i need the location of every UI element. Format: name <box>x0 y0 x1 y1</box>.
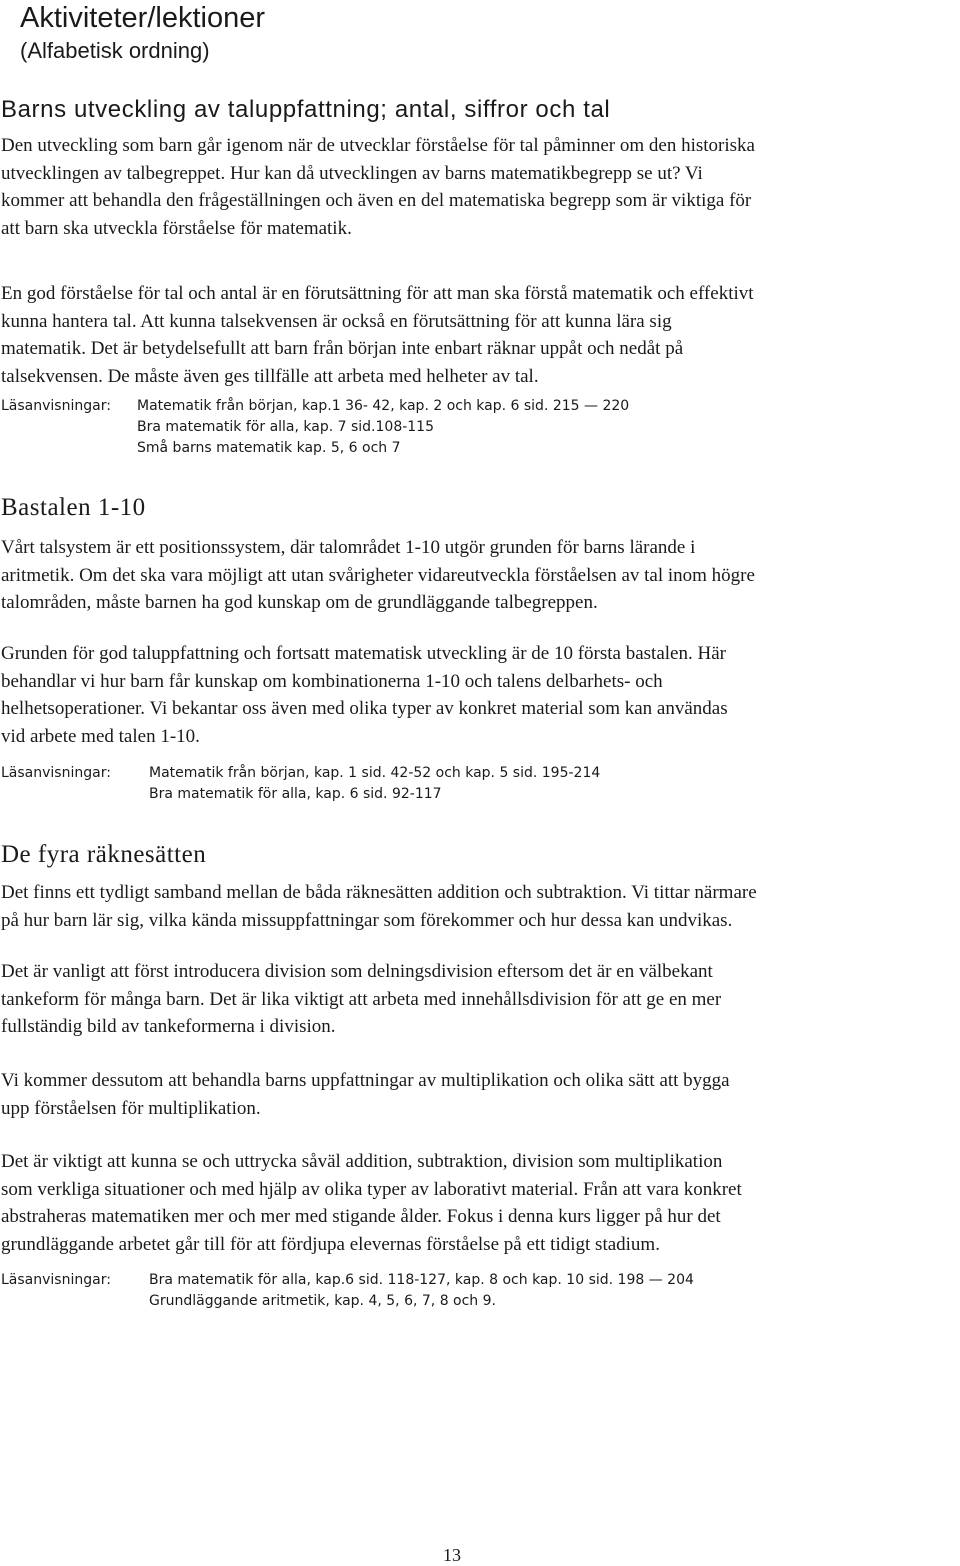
page-subtitle: (Alfabetisk ordning) <box>20 38 210 63</box>
paragraph <box>1 534 755 617</box>
text-line: aritmetik. Om det ska vara möjligt att utan svårigheter vidareutveckla förståelsen av tal inom högre <box>1 564 755 586</box>
paragraph <box>1 280 754 390</box>
paragraph <box>1 1067 730 1122</box>
text-line: upp förståelsen för multiplikation. <box>1 1097 261 1119</box>
text-line: som verkliga situationer och med hjälp av olika typer av laborativt material. Från att vara konkret <box>1 1178 742 1200</box>
section-heading-raknesatten: De fyra räknesätten <box>1 841 207 868</box>
reading-item: Bra matematik för alla, kap. 7 sid.108-115 <box>137 419 435 435</box>
paragraph <box>1 958 721 1041</box>
page-number: 13 <box>443 1545 461 1565</box>
text-line: Grunden för god taluppfattning och fortsatt matematisk utveckling är de 10 första bastalen. Här <box>1 643 726 664</box>
text-line: tankeform för många barn. Det är lika viktigt att arbeta med innehållsdivision för att ge en mer <box>1 988 722 1010</box>
reading-item: Matematik från början, kap.1 36- 42, kap. 2 och kap. 6 sid. 215 — 220 <box>137 398 630 414</box>
reading-label: Läsanvisningar: <box>1 1272 111 1288</box>
text-line: att barn ska utveckla förståelse för matematik. <box>1 217 352 239</box>
reading-list <box>1 396 630 459</box>
text-line: grundläggande arbetet går till för att fördjupa elevernas förståelse på ett tidigt stadium. <box>1 1233 660 1255</box>
text-line: kunna hantera tal. Att kunna talsekvensen är också en förutsättning för att kunna lära sig <box>1 310 672 332</box>
section-heading-bastalen: Bastalen 1-10 <box>1 494 146 521</box>
text-line: Det finns ett tydligt samband mellan de båda räknesätten addition och subtraktion. Vi tittar närmare <box>1 882 757 903</box>
reading-item: Bra matematik för alla, kap. 6 sid. 92-117 <box>149 786 442 802</box>
text-line: på hur barn lär sig, vilka kända missuppfattningar som förekommer och hur dessa kan undvikas. <box>1 909 733 931</box>
reading-label: Läsanvisningar: <box>1 765 111 781</box>
text-line: behandlar vi hur barn får kunskap om kombinationerna 1-10 och talens delbarhets- och <box>1 670 663 692</box>
paragraph <box>1 879 757 934</box>
reading-item: Grundläggande aritmetik, kap. 4, 5, 6, 7, 8 och 9. <box>149 1293 496 1309</box>
paragraph <box>1 640 728 750</box>
text-line: abstraheras matematiken mer och mer med stigande ålder. Fokus i denna kurs ligger på hur det <box>1 1206 721 1227</box>
text-line: Den utveckling som barn går igenom när de utvecklar förståelse för tal påminner om den historiska <box>1 135 755 156</box>
text-line: Vi kommer dessutom att behandla barns uppfattningar av multiplikation och olika sätt att bygga <box>1 1070 730 1091</box>
paragraph <box>1 132 755 242</box>
text-line: Vårt talsystem är ett positionssystem, där talområdet 1-10 utgör grunden för barns lärande i <box>1 537 696 558</box>
text-line: vid arbete med talen 1-10. <box>1 725 200 747</box>
page-title: Aktiviteter/lektioner <box>20 2 265 34</box>
text-line: helhetsoperationer. Vi bekantar oss även med olika typer av konkret material som kan användas <box>1 698 728 719</box>
text-line: talsekvensen. De måste även ges tillfälle att arbeta med helheter av tal. <box>1 365 539 387</box>
text-line: Det är viktigt att kunna se och uttrycka såväl addition, subtraktion, division som multiplikation <box>1 1151 723 1172</box>
reading-list <box>1 1270 694 1312</box>
text-line: utvecklingen av talbegreppet. Hur kan då utvecklingen av barns matematikbegrepp se ut? Vi <box>1 162 703 184</box>
reading-item: Matematik från början, kap. 1 sid. 42-52 och kap. 5 sid. 195-214 <box>149 765 601 781</box>
text-line: fullständig bild av tankeformerna i division. <box>1 1016 336 1037</box>
text-line: talområden, måste barnen ha god kunskap om de grundläggande talbegreppen. <box>1 592 598 613</box>
text-line: kommer att behandla den frågeställningen och även en del matematiska begrepp som är viktiga för <box>1 190 752 211</box>
reading-item: Bra matematik för alla, kap.6 sid. 118-127, kap. 8 och kap. 10 sid. 198 — 204 <box>149 1272 694 1288</box>
reading-label: Läsanvisningar: <box>1 398 111 414</box>
section-heading-taluppfattning: Barns utveckling av taluppfattning; antal, siffror och tal <box>1 96 611 123</box>
reading-item: Små barns matematik kap. 5, 6 och 7 <box>137 440 401 456</box>
reading-list <box>1 763 601 805</box>
text-line: En god förståelse för tal och antal är en förutsättning för att man ska förstå matematik och effektivt <box>1 283 754 304</box>
text-line: matematik. Det är betydelsefullt att barn från början inte enbart räknar uppåt och nedåt på <box>1 338 684 359</box>
text-line: Det är vanligt att först introducera division som delningsdivision eftersom det är en välbekant <box>1 961 713 982</box>
paragraph <box>1 1148 742 1258</box>
